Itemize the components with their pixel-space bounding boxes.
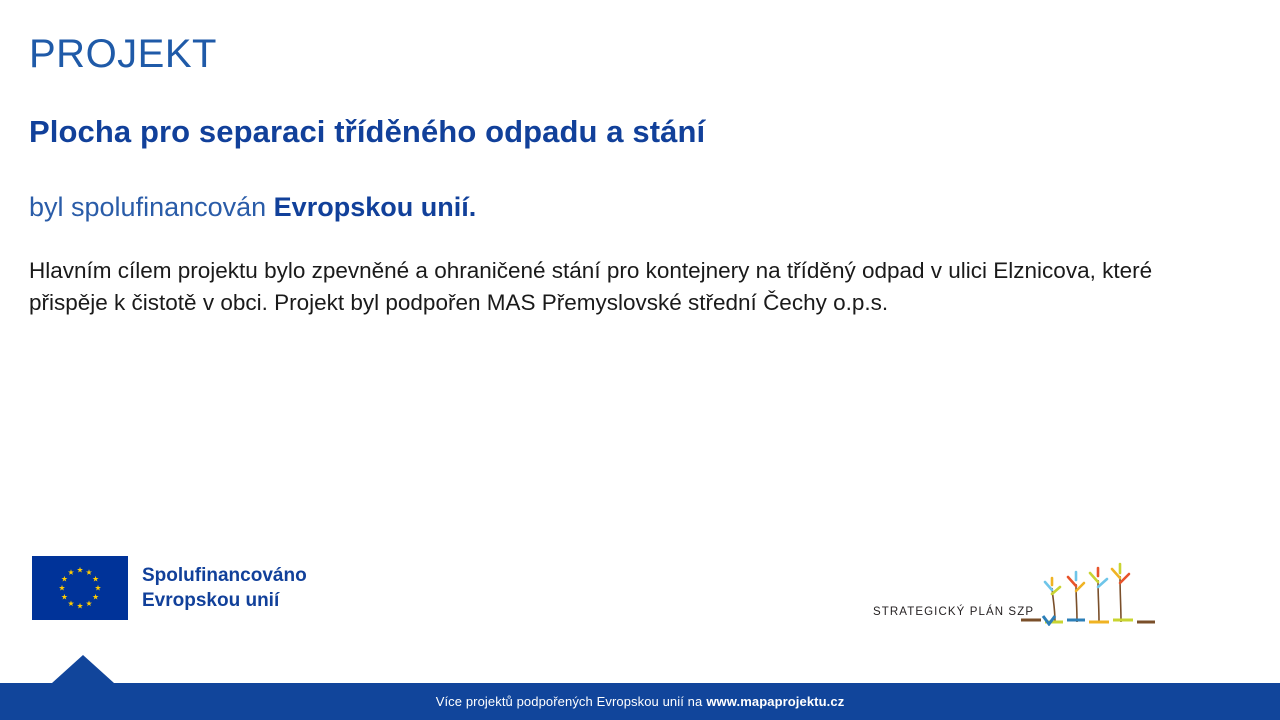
szp-logo-label: STRATEGICKÝ PLÁN SZP bbox=[873, 606, 1035, 618]
page-title: Plocha pro separaci tříděného odpadu a stání bbox=[29, 114, 706, 149]
page-subtitle bbox=[29, 191, 476, 223]
szp-logo bbox=[873, 560, 1173, 630]
subtitle-plain: byl spolufinancován bbox=[29, 192, 274, 222]
eu-caption-line1: Spolufinancováno bbox=[142, 564, 307, 586]
footer-tab-arrow bbox=[52, 655, 114, 683]
eu-caption-line2: Evropskou unií bbox=[142, 590, 280, 611]
eu-logo bbox=[32, 556, 307, 620]
eu-flag-icon bbox=[32, 556, 128, 620]
eu-logo-caption bbox=[142, 563, 307, 613]
szp-plants-icon bbox=[1019, 560, 1159, 631]
project-description: Hlavním cílem projektu bylo zpevněné a ohraničené stání pro kontejnery na tříděný odpad v ulici Elznicova, které přispěje k čistotě v obci. Projekt byl podpořen MAS Přemyslovské střední Čechy o.p.s. bbox=[29, 258, 1153, 315]
page-kicker: PROJEKT bbox=[29, 32, 217, 76]
footer-link[interactable]: www.mapaprojektu.cz bbox=[706, 694, 845, 709]
footer-caption bbox=[0, 683, 1280, 720]
subtitle-bold: Evropskou unií. bbox=[273, 192, 477, 222]
footer-caption-text: Více projektů podpořených Evropskou unií na bbox=[435, 694, 703, 709]
